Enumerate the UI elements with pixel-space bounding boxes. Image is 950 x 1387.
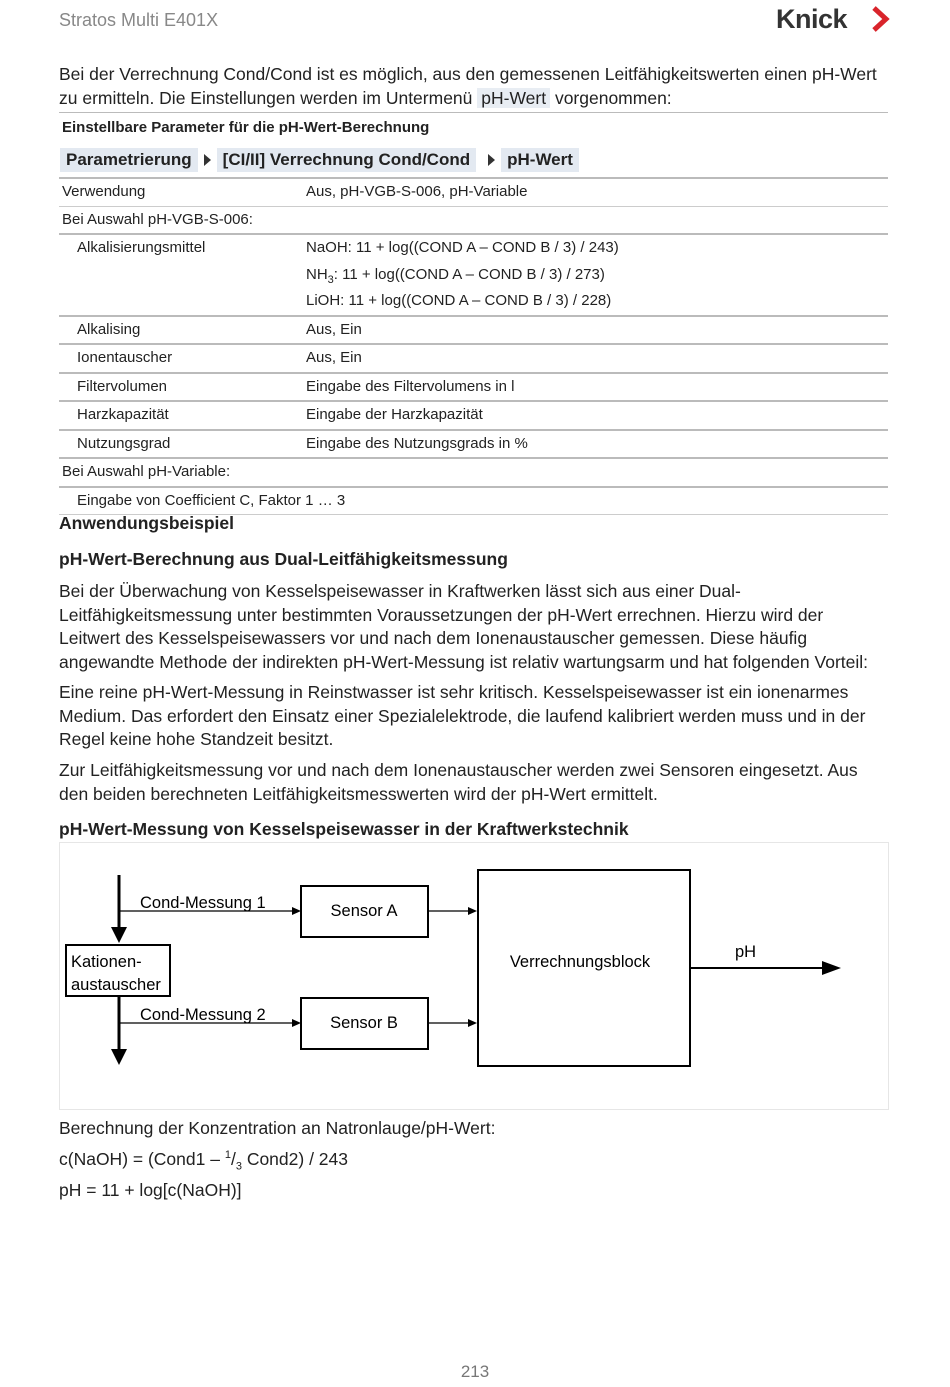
table-row: Eingabe von Coefficient C, Faktor 1 … 3 [59,488,888,516]
flow-arrow-icon [111,927,127,943]
brand-logo: Knick [776,4,848,34]
diagram-heading: pH-Wert-Messung von Kesselspeisewasser in der Kraftwerkstechnik [59,819,629,839]
exchanger-label: austauscher [71,976,161,994]
parameter-table [59,112,888,515]
table-row: LiOH: 11 + log((COND A – COND B / 3) / 228) [59,288,888,317]
menu-path [59,143,888,179]
table-row: Filtervolumen Eingabe des Filtervolumens in l [59,374,888,403]
formula-line: pH = 11 + log[c(NaOH)] [59,1180,242,1200]
diagram-svg [60,843,888,1109]
submenu-name: pH-Wert [477,88,550,108]
menu-path-item: pH-Wert [501,148,579,172]
process-diagram [59,842,889,1110]
table-row: $NH_3$: 11 + log((COND A – COND B / 3) / 273) [306,265,605,286]
table-row: Alkalising Aus, Ein [59,317,888,346]
table-row: Bei Auswahl pH-VGB-S-006: [59,207,888,236]
chevron-right-icon [870,6,892,32]
sensor-a-label: Sensor A [330,902,398,920]
output-label: pH [735,943,757,961]
formula-intro: Berechnung der Konzentration an Natronlauge/pH-Wert: [59,1118,496,1138]
sensor-b-label: Sensor B [330,1014,398,1032]
table-row: Verwendung Aus, pH-VGB-S-006, pH-Variable [59,179,888,207]
flow-arrow-icon [111,1049,127,1065]
output-arrow-icon [822,961,841,975]
paragraph: Bei der Überwachung von Kesselspeisewasser in Kraftwerken lässt sich aus einer Dual-Leitfähigkeitsmessung unter bestimmten Voraussetzungen der pH-Wert errechnen. Hierzu wird der Leitwert des Kesselspeisewassers vor und nach dem Ionenaustauscher gemessen. Diese häufig angewandte Methode der indirekten pH-Wert-Messung ist relativ wartungsarm und hat folgenden Vorteil: [59,581,869,672]
menu-path-item: [CI/II] Verrechnung Cond/Cond [217,148,476,172]
table-row: Alkalisierungsmittel NaOH: 11 + log((COND A – COND B / 3) / 243) [77,239,619,256]
path-arrow-icon [204,154,211,166]
table-row: Nutzungsgrad Eingabe des Nutzungsgrads in % [59,431,888,460]
path-arrow-icon [488,154,495,166]
table-row: Harzkapazität Eingabe der Harzkapazität [59,402,888,431]
table-row: Ionentauscher Aus, Ein [59,345,888,374]
header-title: Stratos Multi E401X [59,10,219,30]
paragraph: Zur Leitfähigkeitsmessung vor und nach dem Ionenaustauscher werden zwei Sensoren eingesetzt. Aus den beiden berechneten Leitfähigkeitsmesswerten wird der pH-Wert ermittelt. [59,760,858,804]
sub-heading: pH-Wert-Berechnung aus Dual-Leitfähigkeitsmessung [59,549,508,569]
section-heading: Anwendungsbeispiel [59,513,235,533]
intro-paragraph: Bei der Verrechnung Cond/Cond ist es möglich, aus den gemessenen Leitfähigkeitswerten einen pH-Wert zu ermitteln. Die Einstellungen werden im Untermenü pH-Wert vorgenommen: [59,64,877,108]
exchanger-label: Kationen- [71,953,142,971]
page-number: 213 [460,1362,490,1381]
block-label: Verrechnungsblock [509,953,651,971]
cond-label-2: Cond-Messung 2 [140,1006,266,1024]
formula-line: c(NaOH) = (Cond1 – $^1/_3$ Cond2) / 243 [59,1149,348,1173]
cond-label-1: Cond-Messung 1 [140,894,266,912]
table-caption: Einstellbare Parameter für die pH-Wert-Berechnung [62,119,430,136]
paragraph: Eine reine pH-Wert-Messung in Reinstwasser ist sehr kritisch. Kesselspeisewasser ist ein ionenarmes Medium. Das erfordert den Einsatz einer Spezialelektrode, die laufend kalibriert werden muss und in der Regel keine hohe Standzeit besitzt. [59,682,866,750]
table-row: Bei Auswahl pH-Variable: [59,459,888,488]
menu-path-item: Parametrierung [60,148,198,172]
